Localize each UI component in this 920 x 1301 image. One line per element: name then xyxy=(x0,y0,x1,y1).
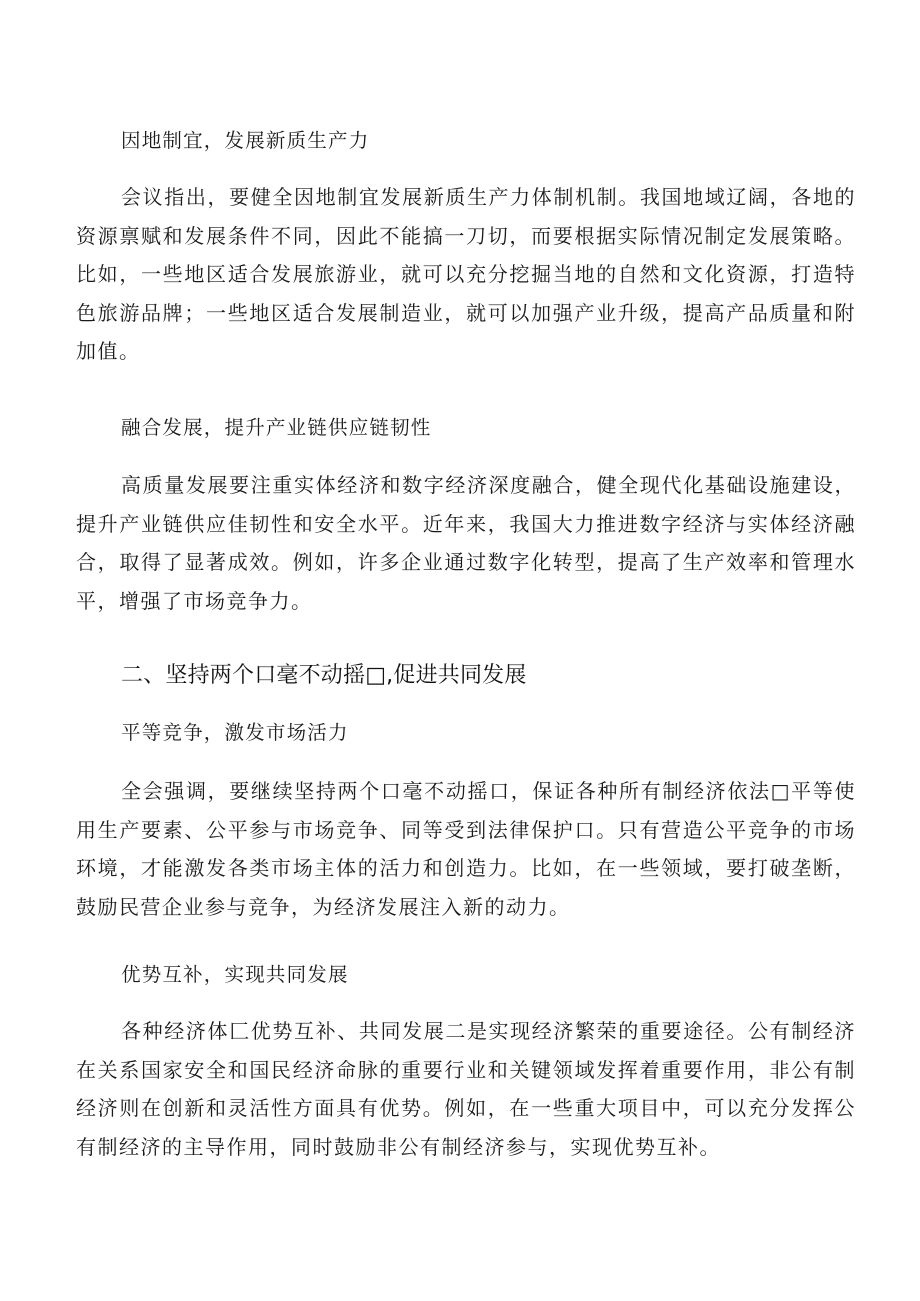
subheading-equal-competition: 平等竞争，激发市场活力 xyxy=(121,721,349,744)
section-heading-two: 二、坚持两个口毫不动摇□,促进共同发展 xyxy=(121,663,527,688)
paragraph-equal-competition: 全会强调，要继续坚持两个口毫不动摇口，保证各种所有制经济依法□平等使用生产要素、公平参与市场竞争、同等受到法律保护口。只有营造公平竞争的市场环境，才能激发各类市场主体的活力和创造力。比如，在一些领域，要打破垄断，鼓励民营企业参与竞争，为经济发展注入新的动力。 xyxy=(76,779,856,919)
subheading-complementary-advantages: 优势互补，实现共同发展 xyxy=(121,963,349,986)
subheading-integrated-development: 融合发展，提升产业链供应链韧性 xyxy=(121,416,432,439)
paragraph-integrated-development: 高质量发展要注重实体经济和数字经济深度融合，健全现代化基础设施建设，提升产业链供应佳韧性和安全水平。近年来，我国大力推进数字经济与实体经济融合，取得了显著成效。例如，许多企业通过数字化转型，提高了生产效率和管理水平，增强了市场竞争力。 xyxy=(76,473,856,613)
subheading-local-conditions: 因地制宜，发展新质生产力 xyxy=(121,129,370,152)
paragraph-local-conditions: 会议指出，要健全因地制宜发展新质生产力体制机制。我国地域辽阔，各地的资源禀赋和发展条件不同，因此不能搞一刀切，而要根据实际情况制定发展策略。比如，一些地区适合发展旅游业，就可以充分挖掘当地的自然和文化资源，打造特色旅游品牌；一些地区适合发展制造业，就可以加强产业升级，提高产品质量和附加值。 xyxy=(76,185,856,363)
paragraph-complementary-advantages: 各种经济体匚优势互补、共同发展二是实现经济繁荣的重要途径。公有制经济在关系国家安全和国民经济命脉的重要行业和关键领域发挥着重要作用，非公有制经济则在创新和灵活性方面具有优势。例如，在一些重大项目中，可以充分发挥公有制经济的主导作用，同时鼓励非公有制经济参与，实现优势互补。 xyxy=(76,1019,856,1159)
